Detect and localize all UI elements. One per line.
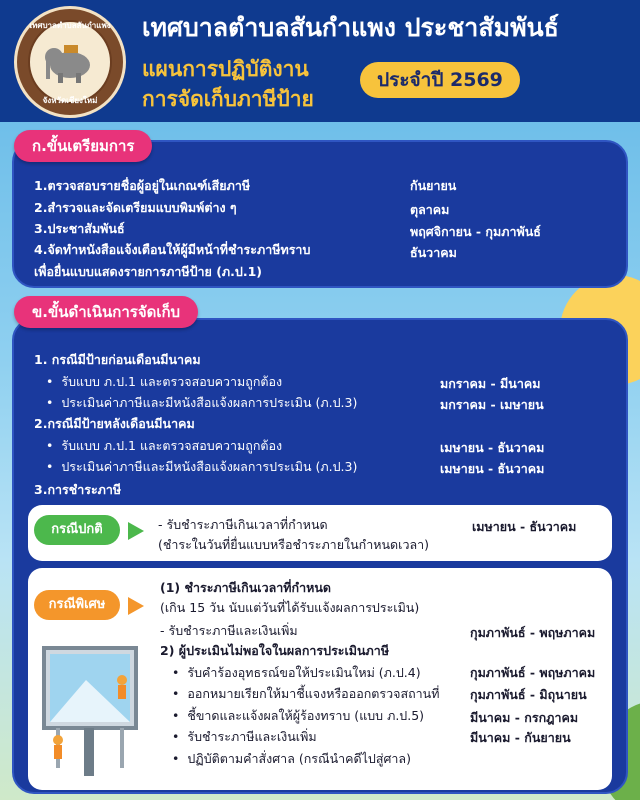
- prep-item-4-cont: เพื่อยื่นแบบแสดงรายการภาษีป้าย (ภ.ป.1): [34, 264, 263, 279]
- case2-item-2: • ประเมินค่าภาษีและมีหนังสือแจ้งผลการประเมิน (ภ.ป.3): [46, 457, 357, 477]
- municipality-seal-logo: [14, 6, 126, 118]
- year-badge: ประจำปี 2569: [360, 62, 520, 98]
- prep-item-4-when: ธันวาคม: [410, 245, 457, 260]
- prep-item-2: 2.สำรวจและจัดเตรียมแบบพิมพ์ต่าง ๆ: [34, 200, 237, 215]
- special-item2-line1: • รับคำร้องอุทธรณ์ขอให้ประเมินใหม่ (ภ.ป.4): [172, 663, 421, 683]
- preparation-tag: ก.ขั้นเตรียมการ: [14, 130, 152, 162]
- case2-item-1: • รับแบบ ภ.ป.1 และตรวจสอบความถูกต้อง: [46, 436, 282, 456]
- case1-title: 1. กรณีมีป้ายก่อนเดือนมีนาคม: [34, 352, 201, 367]
- prep-item-1-when: กันยายน: [410, 178, 457, 193]
- special-item1-when: กุมภาพันธ์ - พฤษภาคม: [470, 625, 596, 640]
- billboard-workers-illustration: [36, 640, 146, 780]
- case2-item-1-when: เมษายน - ธันวาคม: [440, 440, 545, 455]
- elephant-emblem-icon: [28, 20, 112, 104]
- prep-item-4: 4.จัดทำหนังสือแจ้งเตือนให้ผู้มีหน้าที่ชำระภาษีทราบ: [34, 242, 311, 257]
- arrow-right-icon: [128, 522, 144, 540]
- prep-item-3-when: พฤศจิกายน - กุมภาพันธ์: [410, 224, 541, 239]
- special-item2-line2: • ออกหมายเรียกให้มาชี้แจงหรือออกตรวจสถานที่: [172, 684, 439, 704]
- subtitle-line1: แผนการปฏิบัติงาน: [142, 57, 309, 81]
- page-header: [0, 0, 640, 122]
- arrow-right-icon: [128, 597, 144, 615]
- page-title: เทศบาลตำบลสันกำแพง ประชาสัมพันธ์: [142, 13, 559, 42]
- case1-item-1-when: มกราคม - มีนาคม: [440, 376, 541, 391]
- special-item2-line4: • รับชำระภาษีและเงินเพิ่ม: [172, 727, 317, 747]
- prep-item-3: 3.ประชาสัมพันธ์: [34, 221, 125, 236]
- payment-title: 3.การชำระภาษี: [34, 482, 122, 497]
- special-item2-line1-when: กุมภาพันธ์ - พฤษภาคม: [470, 665, 596, 680]
- special-item2-line5: • ปฏิบัติตามคำสั่งศาล (กรณีนำคดีไปสู่ศาล): [172, 749, 411, 769]
- subtitle-line2: การจัดเก็บภาษีป้าย: [142, 87, 314, 111]
- special-item2-line3-when: มีนาคม - กรกฎาคม: [470, 710, 579, 725]
- collection-tag: ข.ขั้นดำเนินการจัดเก็บ: [14, 296, 198, 328]
- special-item2-title: 2) ผู้ประเมินไม่พอใจในผลการประเมินภาษี: [160, 643, 390, 658]
- special-case-label: กรณีพิเศษ: [34, 590, 120, 620]
- case2-item-2-when: เมษายน - ธันวาคม: [440, 461, 545, 476]
- page-subtitle: [142, 54, 314, 114]
- special-item2-line3: • ชี้ขาดและแจ้งผลให้ผู้ร้องทราบ (แบบ ภ.ป.5): [172, 706, 424, 726]
- normal-when: เมษายน - ธันวาคม: [472, 519, 577, 534]
- case1-item-1: • รับแบบ ภ.ป.1 และตรวจสอบความถูกต้อง: [46, 372, 282, 392]
- special-item1-sub: - รับชำระภาษีและเงินเพิ่ม: [160, 623, 298, 638]
- prep-item-2-when: ตุลาคม: [410, 202, 450, 217]
- special-item1-note: (เกิน 15 วัน นับแต่วันที่ได้รับแจ้งผลการประเมิน): [160, 600, 420, 615]
- logo-text-bottom: จังหวัดเชียงใหม่: [42, 96, 98, 105]
- special-item2-line2-when: กุมภาพันธ์ - มิถุนายน: [470, 687, 587, 702]
- special-item2-line4-when: มีนาคม - กันยายน: [470, 730, 571, 745]
- case2-title: 2.กรณีมีป้ายหลังเดือนมีนาคม: [34, 416, 195, 431]
- normal-line2: (ชำระในวันที่ยื่นแบบหรือชำระภายในกำหนดเวลา): [158, 537, 430, 552]
- case1-item-2: • ประเมินค่าภาษีและมีหนังสือแจ้งผลการประเมิน (ภ.ป.3): [46, 393, 357, 413]
- special-item1-title: (1) ชำระภาษีเกินเวลาที่กำหนด: [160, 580, 331, 595]
- normal-case-label: กรณีปกติ: [34, 515, 120, 545]
- logo-text-top: เทศบาลตำบลสันกำแพง: [29, 21, 111, 30]
- case1-item-2-when: มกราคม - เมษายน: [440, 397, 544, 412]
- normal-line1: - รับชำระภาษีเกินเวลาที่กำหนด: [158, 517, 328, 532]
- prep-item-1: 1.ตรวจสอบรายชื่อผู้อยู่ในเกณฑ์เสียภาษี: [34, 178, 251, 193]
